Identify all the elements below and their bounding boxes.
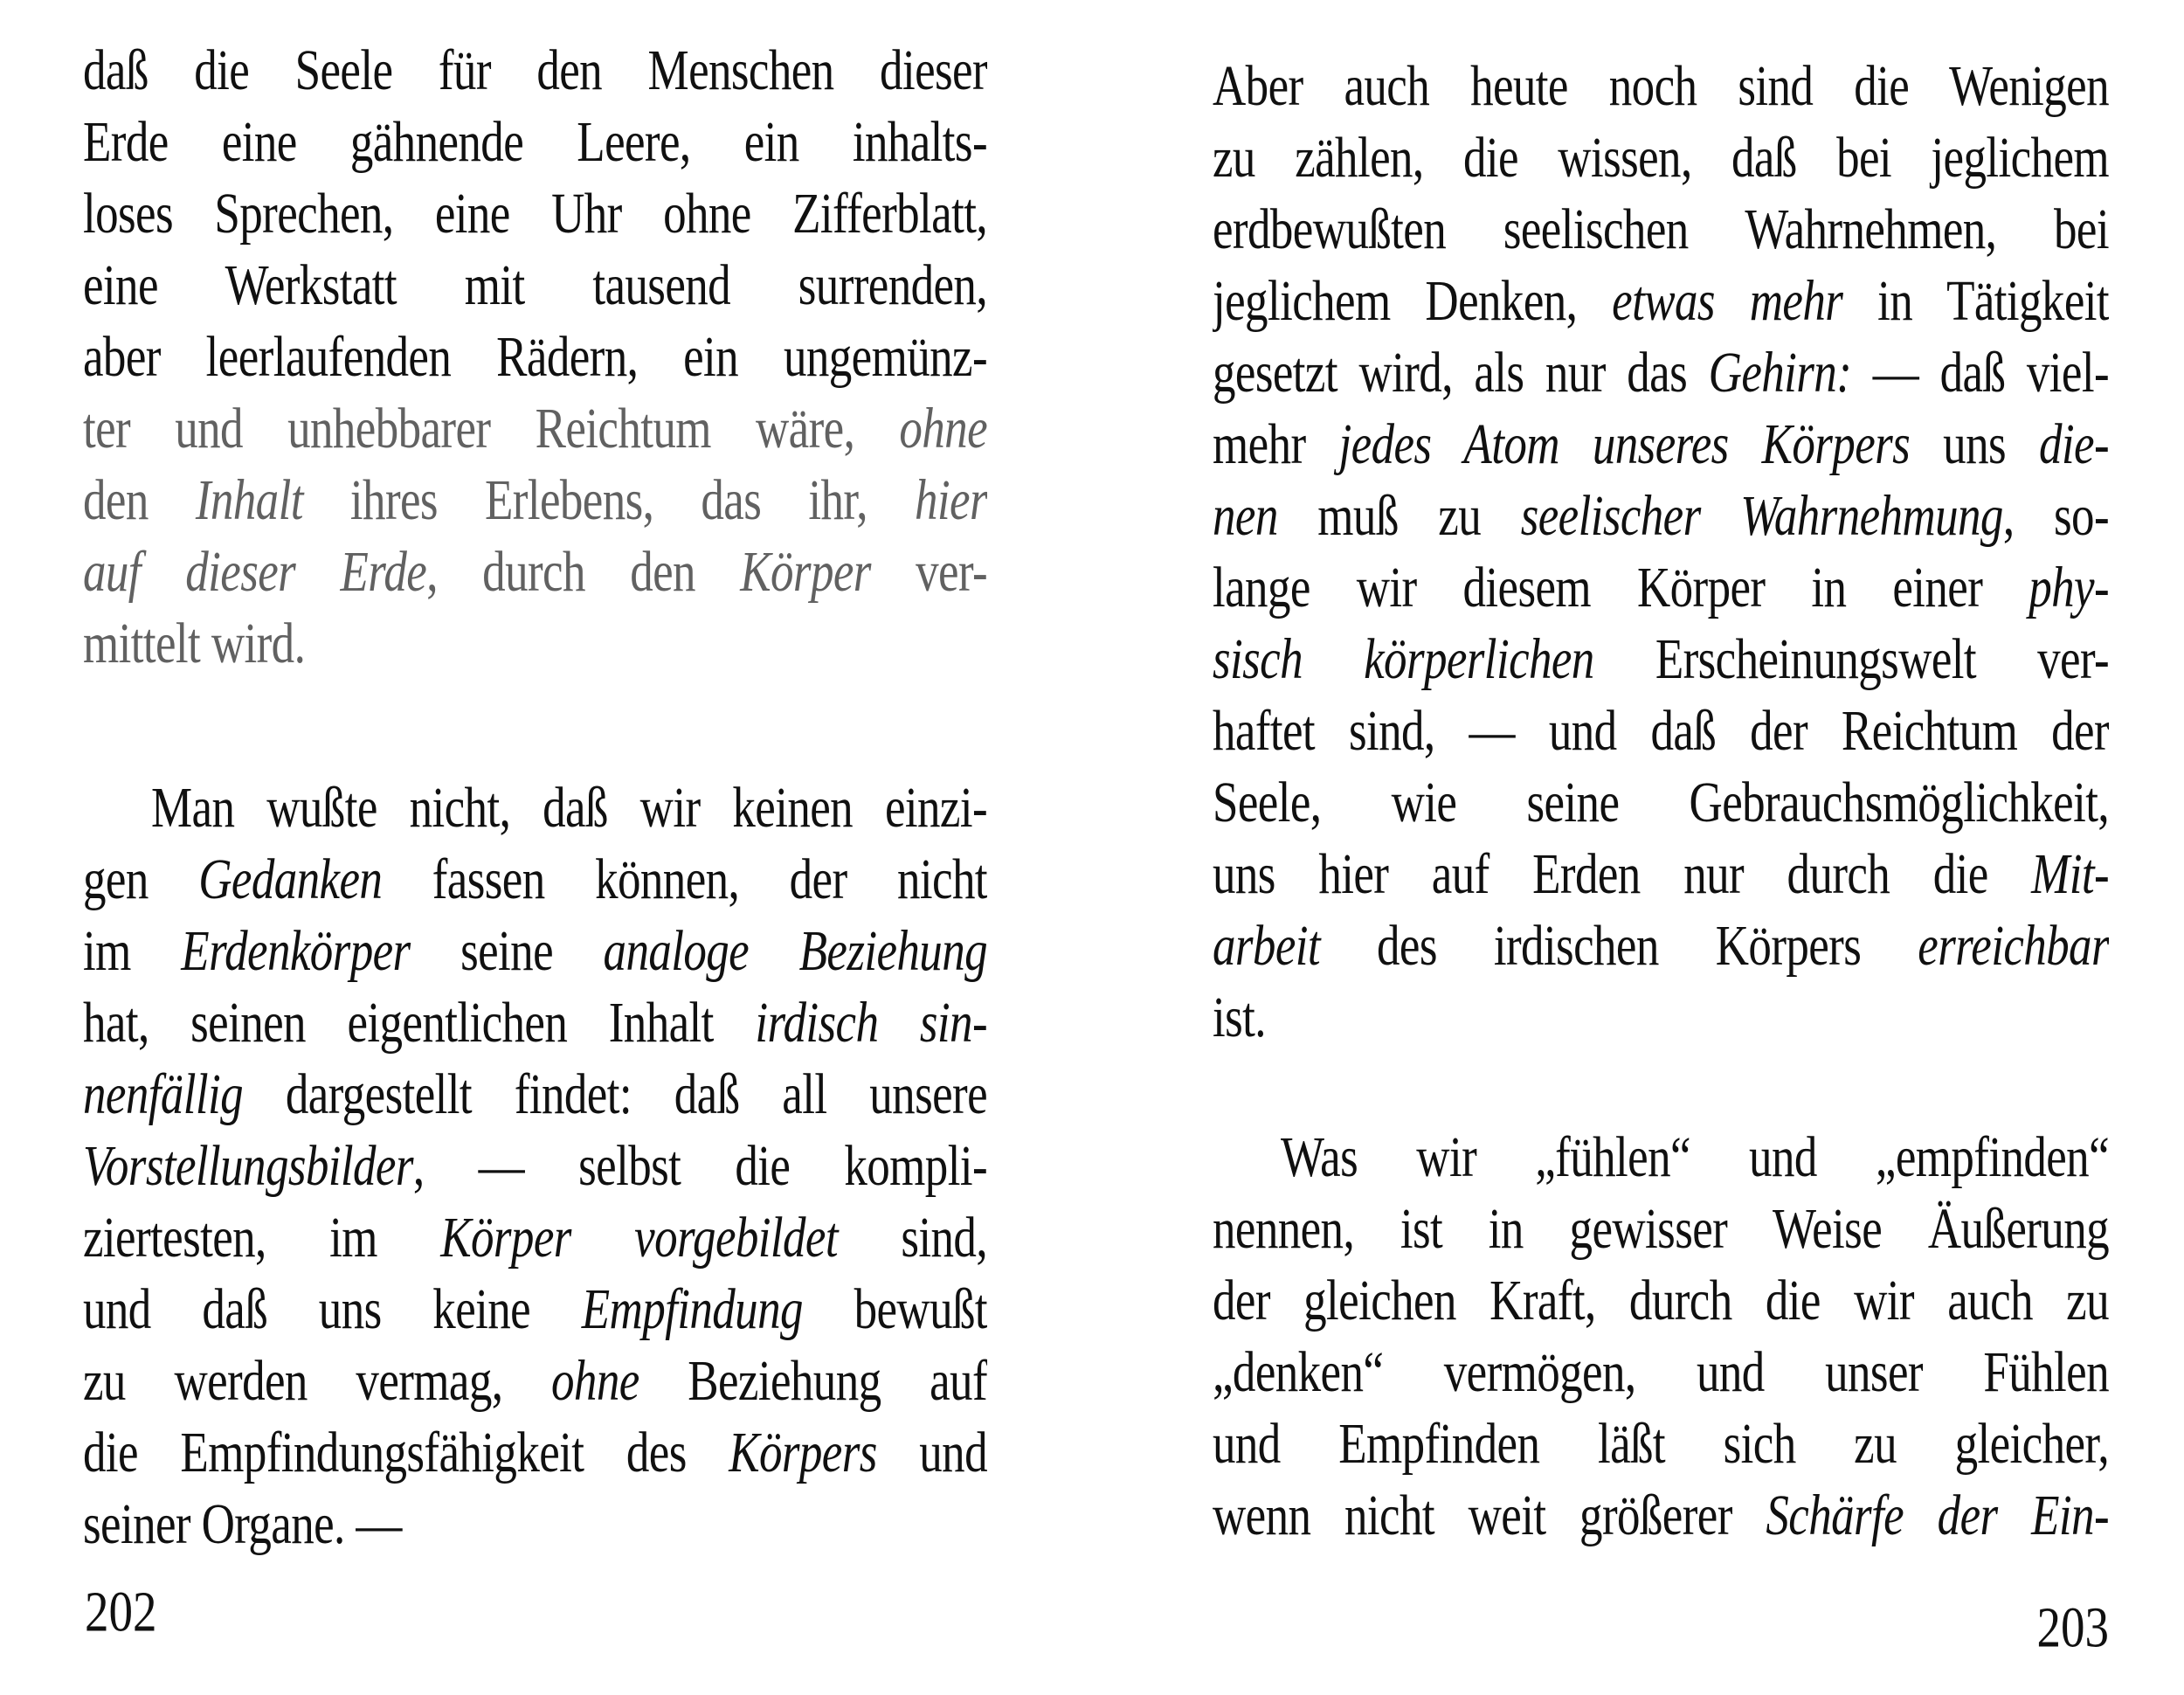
text-run: in Tätigkeit (1842, 270, 2109, 333)
text-run: uns hier auf Erden nur durch die (1213, 843, 2032, 906)
text-run: sind, (837, 1207, 987, 1270)
text-run: wenn nicht weit größerer (1213, 1484, 1766, 1547)
text-run: , so- (2002, 485, 2109, 548)
text-run-italic: Vorstellungsbilder (83, 1135, 413, 1198)
text-run-italic: erreichbar (1918, 915, 2109, 978)
text-run: Man wußte nicht, daß wir keinen einzi- (151, 777, 987, 840)
text-run: seiner Organe. — (83, 1493, 402, 1556)
text-run-italic: ohne (899, 398, 987, 460)
text-run-italic: hier (915, 469, 987, 532)
text-run: dargestellt findet: daß all unsere (243, 1063, 987, 1126)
text-run-italic: sisch körperlichen (1213, 628, 1594, 691)
text-run-italic: Schärfe der Ein- (1766, 1484, 2109, 1547)
paragraph (1213, 51, 2109, 1054)
text-run: ter und unhebbarer Reichtum wäre, (83, 398, 900, 460)
text-run: den (83, 469, 196, 532)
text-run-italic: Körpers (729, 1422, 877, 1484)
paragraph (83, 35, 987, 680)
text-run: jeglichem Denken, (1213, 270, 1613, 333)
text-run: mittelt wird. (83, 612, 306, 675)
text-run-italic: nen (1213, 485, 1278, 548)
text-run: ver- (870, 541, 987, 604)
text-run-italic: irdisch sin- (755, 992, 987, 1055)
text-run: Seele, wie seine Gebrauchsmöglichkeit, (1213, 771, 2109, 834)
text-run-italic: Inhalt (195, 469, 303, 532)
text-line (83, 1480, 987, 1569)
text-run-italic: nenfällig (83, 1063, 244, 1126)
text-run: haftet sind, — und daß der Reichtum der (1213, 700, 2109, 763)
text-run: die Empfindungsfähigkeit des (83, 1422, 729, 1484)
text-run: daß die Seele für den Menschen dieser (83, 39, 987, 102)
text-run: , — selbst die kompli- (412, 1135, 987, 1198)
text-run-italic: arbeit (1213, 915, 1320, 978)
text-run: zu werden vermag, (83, 1350, 552, 1413)
left-page-text (83, 35, 987, 1560)
text-run-italic: Empfindung (581, 1278, 803, 1341)
text-run-italic: jedes Atom unseres Körpers (1338, 413, 1911, 476)
text-run: nennen, ist in gewisser Weise Äußerung (1213, 1198, 2109, 1261)
text-run-italic: ohne (551, 1350, 639, 1413)
text-run: Erde eine gähnende Leere, ein inhalts- (83, 111, 987, 174)
text-run-italic: Gehirn: (1708, 342, 1852, 405)
text-run: loses Sprechen, eine Uhr ohne Zifferblatt, (83, 183, 987, 246)
text-run: und (876, 1422, 987, 1484)
text-run-italic: seelischer Wahrnehmung (1520, 485, 2003, 548)
text-run: muß zu (1277, 485, 1521, 548)
text-run: — daß viel- (1851, 342, 2109, 405)
text-run: des irdischen Körpers (1320, 915, 1918, 978)
paragraph (83, 772, 987, 1560)
text-run: hat, seinen eigentlichen Inhalt (83, 992, 756, 1055)
text-run: gen (83, 848, 199, 911)
text-run: gesetzt wird, als nur das (1213, 342, 1709, 405)
right-page-text (1213, 51, 2109, 1552)
text-run: zu zählen, die wissen, daß bei jeglichem (1213, 127, 2109, 190)
text-run: eine Werkstatt mit tausend surrenden, (83, 254, 987, 317)
text-line (83, 599, 987, 688)
text-run-italic: analoge Beziehung (603, 920, 987, 983)
text-run: ihres Erlebens, das ihr, (302, 469, 916, 532)
paragraph (1213, 1122, 2109, 1552)
text-run: lange wir diesem Körper in einer (1213, 557, 2029, 619)
text-run-italic: Gedanken (198, 848, 383, 911)
text-run: und Empfinden läßt sich zu gleicher, (1213, 1413, 2109, 1476)
text-run: , durch den (426, 541, 741, 604)
text-run: mehr (1213, 413, 1339, 476)
text-run: bewußt (802, 1278, 987, 1341)
text-run: erdbewußten seelischen Wahrnehmen, bei (1213, 198, 2109, 261)
text-run: uns (1910, 413, 2039, 476)
text-run: ziertesten, im (83, 1207, 441, 1270)
text-line (1213, 1471, 2109, 1560)
text-run-italic: phy- (2028, 557, 2109, 619)
text-run-italic: Körper (740, 541, 871, 604)
text-run: ist. (1213, 986, 1266, 1049)
text-run: aber leerlaufenden Rädern, ein ungemünz- (83, 326, 987, 389)
text-run-italic: Erdenkörper (181, 920, 411, 983)
text-line (1213, 973, 2109, 1062)
text-run: der gleichen Kraft, durch die wir auch zu (1213, 1270, 2109, 1332)
page-number-right: 203 (2036, 1595, 2109, 1659)
text-run: fassen können, der nicht (382, 848, 987, 911)
text-run: „denken“ vermögen, und unser Fühlen (1213, 1341, 2109, 1404)
text-run: und daß uns keine (83, 1278, 582, 1341)
text-run-italic: auf dieser Erde (83, 541, 427, 604)
text-run: Aber auch heute noch sind die Wenigen (1213, 55, 2109, 118)
text-run-italic: Körper vorgebildet (440, 1207, 838, 1270)
text-run: Beziehung auf (639, 1350, 987, 1413)
text-run: Erscheinungswelt ver- (1593, 628, 2109, 691)
text-run-italic: die- (2039, 413, 2109, 476)
text-run-italic: Mit- (2031, 843, 2109, 906)
text-run: im (83, 920, 182, 983)
text-run: Was wir „fühlen“ und „empfinden“ (1281, 1126, 2109, 1189)
text-run: seine (410, 920, 604, 983)
text-run-italic: etwas mehr (1612, 270, 1843, 333)
page-number-left: 202 (85, 1579, 157, 1643)
